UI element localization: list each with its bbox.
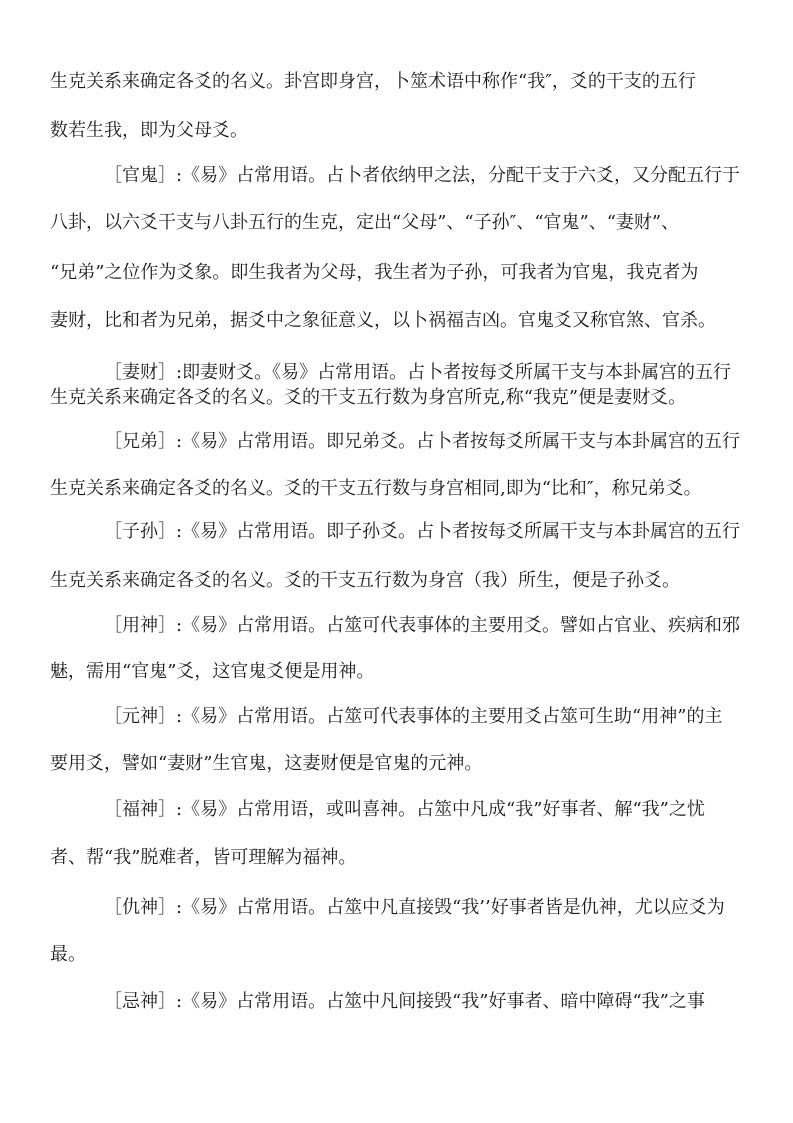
text-line: 最。	[50, 944, 86, 965]
text-line: ［忌神］:《易》占常用语。占筮中凡间接毁“我”好事者、暗中障碍“我”之事	[104, 991, 705, 1012]
text-line: ［元神］:《易》占常用语。占筮可代表事体的主要用爻占筮可生助“用神”的主	[104, 706, 723, 727]
text-line: “兄弟”之位作为爻象。即生我者为父母，我生者为子孙，可我者为官鬼，我克者为	[50, 262, 699, 283]
text-line: ［官鬼］:《易》占常用语。占卜者依纳甲之法，分配干支于六爻，又分配五行于	[104, 165, 741, 186]
text-line: 生克关系来确定各爻的名义。爻的干支五行数与身宫相同,即为“比和″，称兄弟爻。	[50, 478, 702, 499]
text-line: 生克关系来确定各爻的名义。爻的干支五行数为身宫（我）所生，便是子孙爻。	[50, 570, 680, 591]
text-line: ［子孙］:《易》占常用语。即子孙爻。占卜者按每爻所属干支与本卦属宫的五行	[104, 521, 741, 542]
text-line: 要用爻，譬如“妻财”生官鬼，这妻财便是官鬼的元神。	[50, 753, 483, 774]
text-line: 生克关系来确定各爻的名义。爻的干支五行数为身宫所克,称“我克”便是妻财爻。	[50, 387, 687, 408]
text-line: ［福神］:《易》占常用语，或叫喜神。占筮中凡成“我”好事者、解“我”之忧	[104, 799, 705, 820]
text-line: 生克关系来确定各爻的名义。卦宫即身宫，卜筮术语中称作“我″，爻的干支的五行	[50, 71, 696, 92]
text-line: ［兄弟］:《易》占常用语。即兄弟爻。占卜者按每爻所属干支与本卦属宫的五行	[104, 431, 741, 452]
text-line: ［仇神］:《易》占常用语。占筮中凡直接毁“我’’好事者皆是仇神，尤以应爻为	[104, 897, 725, 918]
text-line: 魅，需用“官鬼”爻，这官鬼爻便是用神。	[50, 661, 375, 682]
text-line: 八卦，以六爻干支与八卦五行的生克，定出“父母”、“子孙″、“官鬼”、“妻财”、	[50, 212, 680, 233]
text-line: ［用神］:《易》占常用语。占筮可代表事体的主要用爻。譬如占官业、疾病和邪	[104, 615, 741, 636]
text-line: ［妻财］:即妻财爻。《易》占常用语。占卜者按每爻所属干支与本卦属宫的五行	[104, 362, 732, 383]
text-line: 者、帮“我”脱难者，皆可理解为福神。	[50, 847, 357, 868]
text-line: 数若生我，即为父母爻。	[50, 120, 248, 141]
text-line: 妻财，比和者为兄弟，据爻中之象征意义，以卜祸福吉凶。官鬼爻又称官煞、官杀。	[50, 310, 716, 331]
